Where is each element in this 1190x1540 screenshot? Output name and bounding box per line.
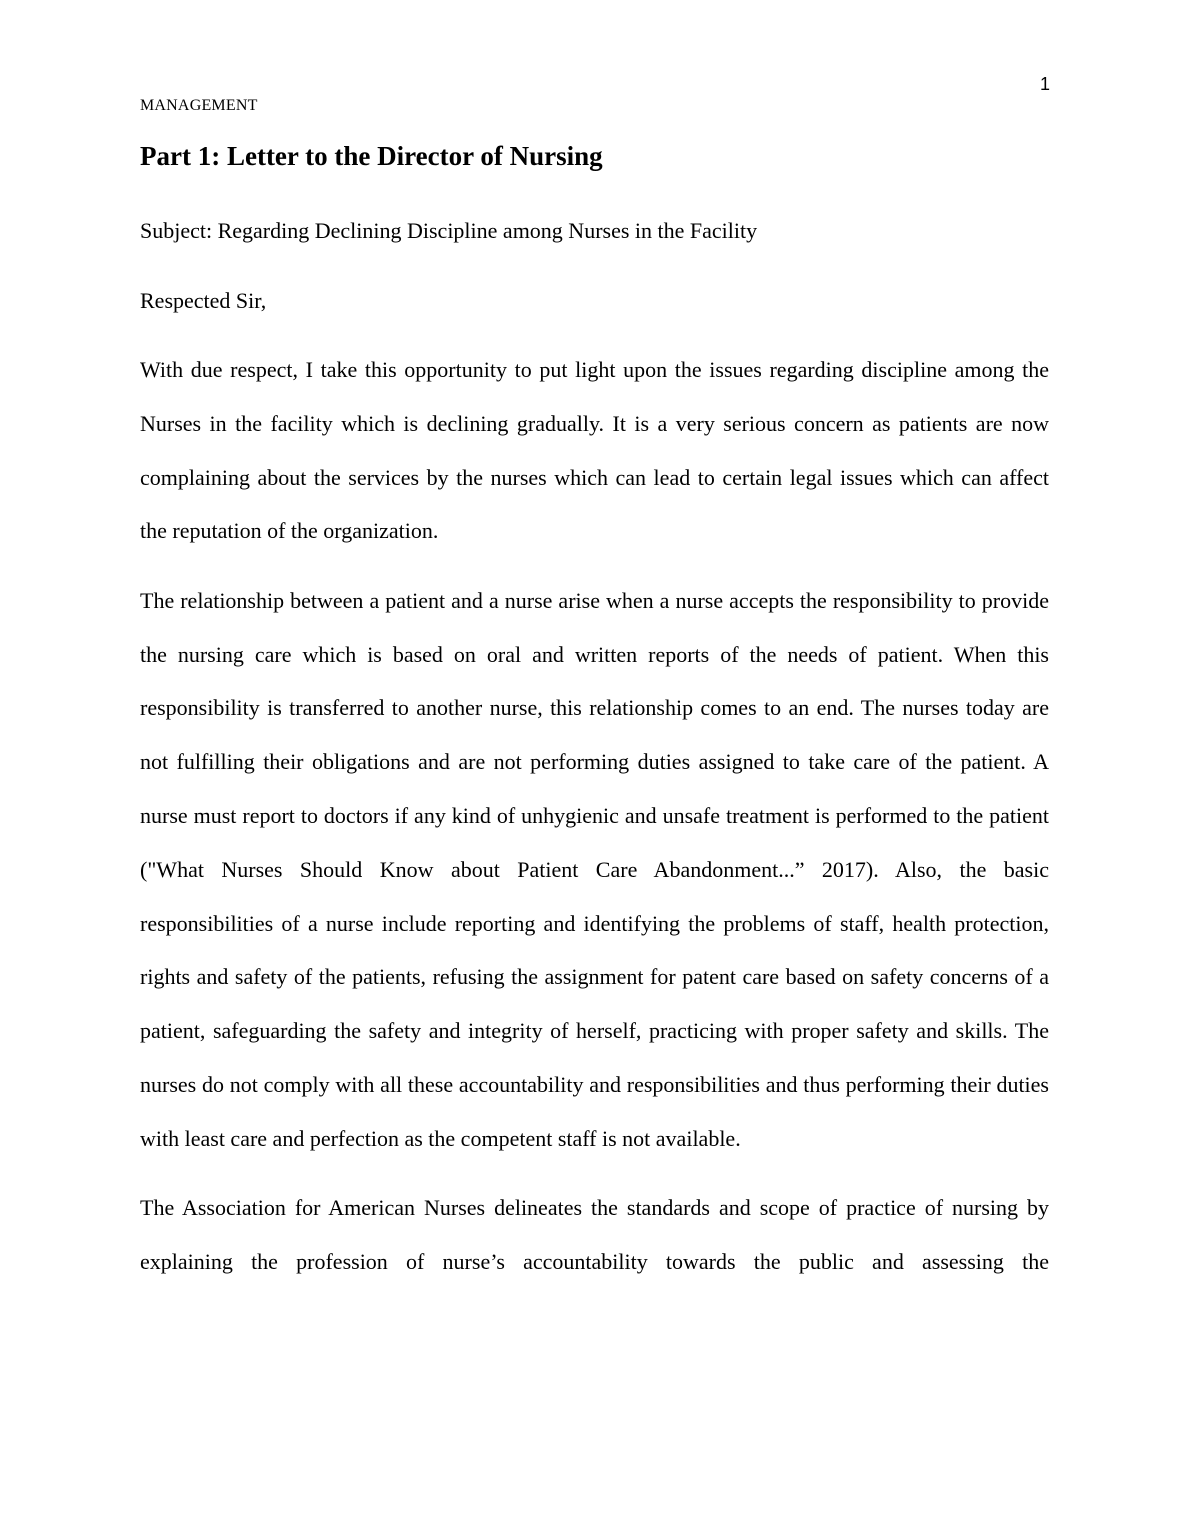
document-title: Part 1: Letter to the Director of Nursing [140,141,603,171]
paragraph-2: The relationship between a patient and a nurse arise when a nurse accepts the responsibility to provide the nursing care which is based on oral and written reports of the needs of patient. When this responsibility is transferred to another nurse, this relationship comes to an end. The nurses today are not fulfilling their obligations and are not performing duties assigned to take care of the patient. A nurse must report to doctors if any kind of unhygienic and unsafe treatment is performed to the patient ("What Nurses Should Know about Patient Care Abandonment...” 2017). Also, the basic responsibilities of a nurse include reporting and identifying the problems of staff, health protection, rights and safety of the patients, refusing the assignment for patent care based on safety concerns of a patient, safeguarding the safety and integrity of herself, practicing with proper safety and skills. The nurses do not comply with all these accountability and responsibilities and thus performing their duties with least care and perfection as the competent staff is not available. [140,587,1049,1151]
letter-body [140,343,1049,1305]
paragraph-1: With due respect, I take this opportunity to put light upon the issues regarding discipline among the Nurses in the facility which is declining gradually. It is a very serious concern as patients are now complaining about the services by the nurses which can lead to certain legal issues which can affect the reputation of the organization. [140,357,1049,544]
running-head: MANAGEMENT [140,97,258,114]
paragraph-3: The Association for American Nurses delineates the standards and scope of practice of nursing by explaining the profession of nurse’s accountability towards the public and assessing the [140,1195,1049,1275]
subject-line: Subject: Regarding Declining Discipline among Nurses in the Facility [140,218,758,243]
page-number: 1 [1039,74,1050,94]
salutation: Respected Sir, [140,288,267,313]
